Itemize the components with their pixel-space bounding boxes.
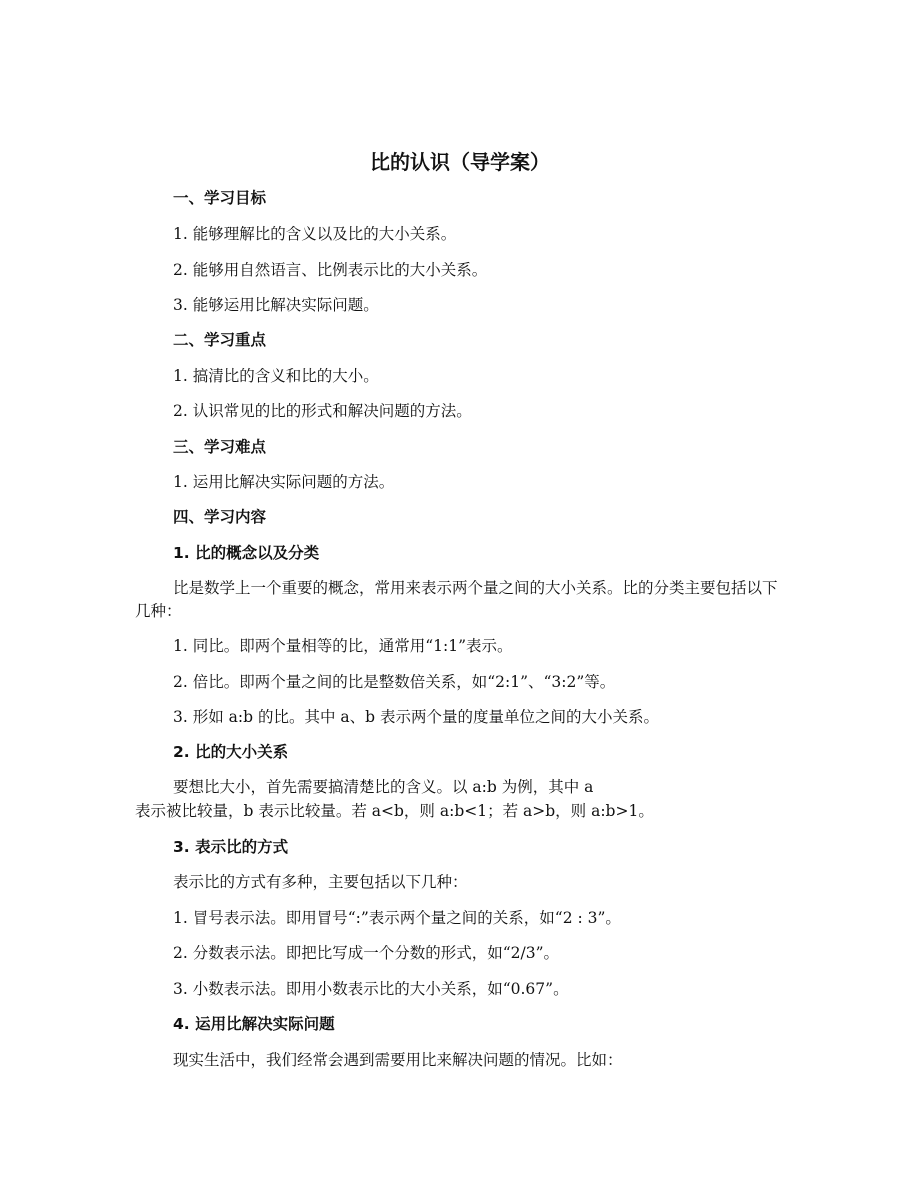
key-point-item: 1. 搞清比的含义和比的大小。 [173, 367, 379, 385]
subsection-heading-notation: 3. 表示比的方式 [173, 838, 289, 856]
goal-item: 3. 能够运用比解决实际问题。 [173, 296, 379, 314]
comparison-paragraph-line1: 要想比大小，首先需要搞清楚比的含义。以 a:b 为例，其中 a [173, 778, 594, 796]
notation-item: 1. 冒号表示法。即用冒号“:”表示两个量之间的关系，如“2 : 3”。 [173, 909, 621, 927]
application-paragraph: 现实生活中，我们经常会遇到需要用比来解决问题的情况。比如： [173, 1051, 623, 1069]
concept-item: 1. 同比。即两个量相等的比，通常用“1:1”表示。 [173, 637, 513, 655]
comparison-paragraph-line2: 表示被比较量，b 表示比较量。若 a<b，则 a:b<1；若 a>b，则 a:b>1。 [135, 802, 654, 820]
difficulty-item: 1. 运用比解决实际问题的方法。 [173, 473, 395, 491]
subsection-heading-comparison: 2. 比的大小关系 [173, 743, 289, 761]
goal-item: 2. 能够用自然语言、比例表示比的大小关系。 [173, 261, 488, 279]
concept-item: 2. 倍比。即两个量之间的比是整数倍关系，如“2:1”、“3:2”等。 [173, 673, 616, 691]
section-heading-content: 四、学习内容 [173, 508, 267, 526]
notation-item: 2. 分数表示法。即把比写成一个分数的形式，如“2/3”。 [173, 944, 560, 962]
section-heading-goals: 一、学习目标 [173, 189, 267, 207]
notation-item: 3. 小数表示法。即用小数表示比的大小关系，如“0.67”。 [173, 980, 569, 998]
document-title: 比的认识（导学案） [370, 150, 550, 174]
concept-paragraph: 比是数学上一个重要的概念，常用来表示两个量之间的大小关系。比的分类主要包括以下几种： [135, 579, 778, 620]
section-heading-difficulties: 三、学习难点 [173, 438, 267, 456]
key-point-item: 2. 认识常见的比的形式和解决问题的方法。 [173, 402, 472, 420]
concept-item: 3. 形如 a:b 的比。其中 a、b 表示两个量的度量单位之间的大小关系。 [173, 708, 659, 726]
section-heading-key-points: 二、学习重点 [173, 331, 267, 349]
goal-item: 1. 能够理解比的含义以及比的大小关系。 [173, 225, 457, 243]
notation-intro: 表示比的方式有多种，主要包括以下几种： [173, 873, 468, 891]
subsection-heading-application: 4. 运用比解决实际问题 [173, 1015, 335, 1033]
subsection-heading-concept: 1. 比的概念以及分类 [173, 544, 320, 562]
